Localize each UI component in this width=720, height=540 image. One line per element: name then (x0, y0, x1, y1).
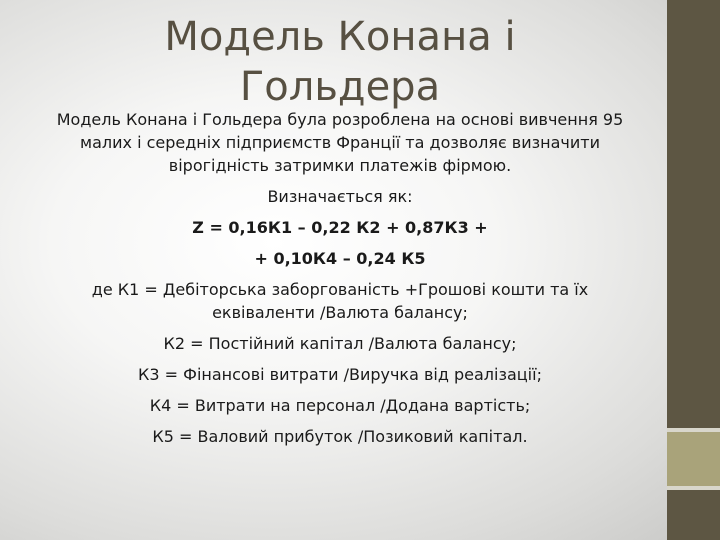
coefficient-k4: К4 = Витрати на персонал /Додана вартість; (149, 396, 531, 415)
intro-paragraph: Модель Конана і Гольдера була розроблена на основі вивчення 95 малих і середніх підприємств Франції та дозволяє визначити вірогідність затримки платежів фірмою. (56, 110, 624, 175)
formula-line-2: + 0,10К4 – 0,24 К5 (254, 249, 426, 268)
definition-label: Визначається як: (267, 187, 413, 206)
decorative-divider (667, 486, 720, 490)
coefficient-k2: К2 = Постійний капітал /Валюта балансу; (163, 334, 517, 353)
coefficient-k3: К3 = Фінансові витрати /Виручка від реалізації; (138, 365, 542, 384)
decorative-accent-block (667, 432, 720, 486)
coefficient-k5: К5 = Валовий прибуток /Позиковий капітал. (152, 427, 528, 446)
slide-body (50, 108, 630, 456)
coefficient-k1: де К1 = Дебіторська заборгованість +Грошові кошти та їх еквіваленти /Валюта балансу; (91, 280, 589, 322)
formula-line-1: Z = 0,16К1 – 0,22 К2 + 0,87К3 + (192, 218, 488, 237)
slide-title: Модель Конана і Гольдера (164, 14, 516, 110)
